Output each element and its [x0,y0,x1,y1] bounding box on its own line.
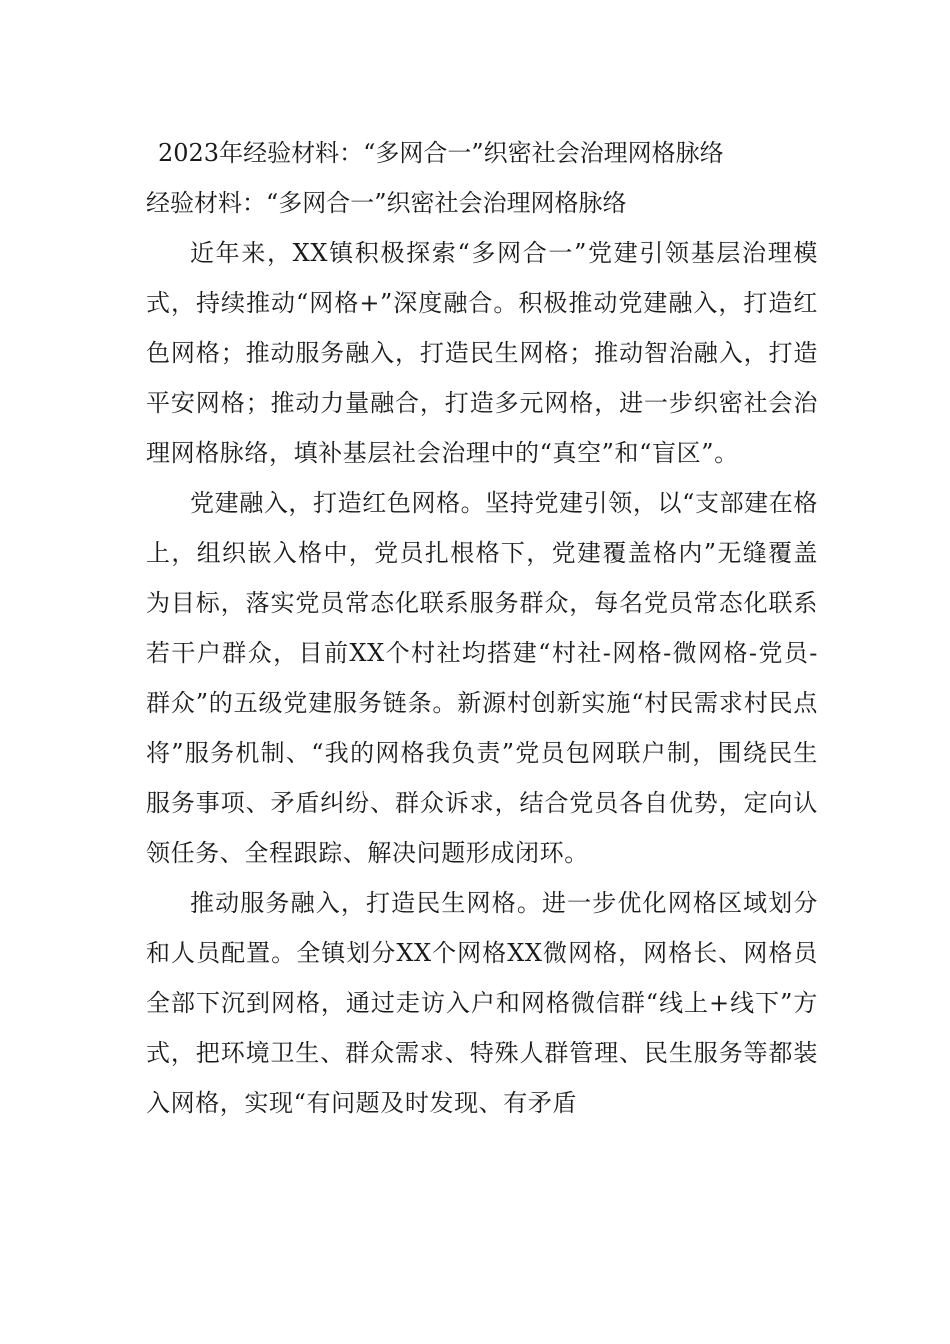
document-title: 2023年经验材料：“多网合一”织密社会治理网格脉络 [158,139,724,167]
paragraph-livelihood-grid: 推动服务融入，打造民生网格。进一步优化网格区域划分和人员配置。全镇划分XX个网格XX微网格，网格长、网格员全部下沉到网格，通过走访入户和网格微信群“线上+线下”方式，把环境卫生、群众需求、特殊人群管理、民生服务等都装入网格，实现“有问题及时发现、有矛盾 [146,889,818,1117]
paragraph-intro: 近年来，XX镇积极探索“多网合一”党建引领基层治理模式，持续推动“网格+”深度融合。积极推动党建融入，打造红色网格；推动服务融入，打造民生网格；推动智治融入，打造平安网格；推动力量融合，打造多元网格，进一步织密社会治理网格脉络，填补基层社会治理中的“真空”和“盲区”。 [146,239,818,467]
paragraph-red-grid: 党建融入，打造红色网格。坚持党建引领，以“支部建在格上，组织嵌入格中，党员扎根格下，党建覆盖格内”无缝覆盖为目标，落实党员常态化联系服务群众，每名党员常态化联系若干户群众，目前XX个村社均搭建“村社-网格-微网格-党员-群众”的五级党建服务链条。新源村创新实施“村民需求村民点将”服务机制、“我的网格我负责”党员包网联户制，围绕民生服务事项、矛盾纠纷、群众诉求，结合党员各自优势，定向认领任务、全程跟踪、解决问题形成闭环。 [146,489,818,867]
document-subtitle: 经验材料：“多网合一”织密社会治理网格脉络 [146,189,627,217]
document-body [146,128,818,1128]
